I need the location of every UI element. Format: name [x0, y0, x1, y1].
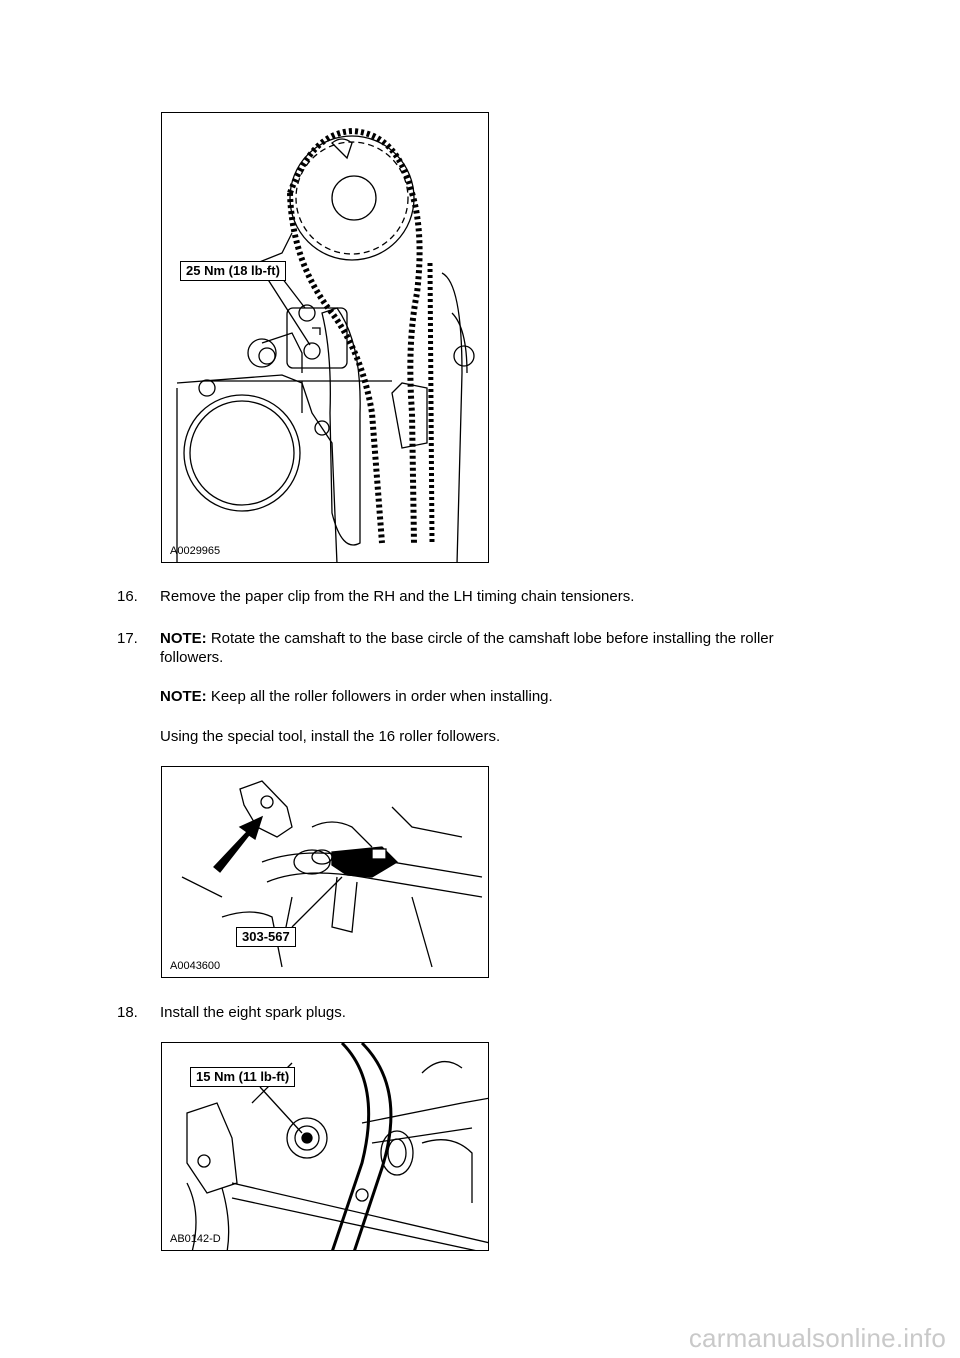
- note-text: Rotate the camshaft to the base circle of the camshaft lobe before installing the roller followers.: [160, 630, 774, 666]
- note-label: NOTE:: [160, 688, 207, 705]
- watermark: carmanualsonline.info: [688, 1323, 946, 1353]
- torque-callout: 25 Nm (18 lb-ft): [180, 261, 286, 281]
- step-17-instruction: Using the special tool, install the 16 roller followers.: [160, 728, 501, 745]
- tool-number-callout: 303-567: [236, 927, 296, 947]
- figure-id: AB0142-D: [170, 1233, 221, 1245]
- step-number: 16.: [117, 588, 138, 605]
- step-number: 18.: [117, 1004, 138, 1021]
- step-text: Remove the paper clip from the RH and the LH timing chain tensioners.: [160, 588, 635, 605]
- roller-follower-illustration: [162, 767, 489, 978]
- figure-roller-follower: [161, 766, 489, 978]
- note-rotate-camshaft: [160, 629, 800, 667]
- note-keep-order: [160, 687, 800, 706]
- note-label: NOTE:: [160, 630, 207, 647]
- step-number: 17.: [117, 630, 138, 647]
- figure-spark-plug: [161, 1042, 489, 1251]
- step-text: Install the eight spark plugs.: [160, 1004, 346, 1021]
- torque-callout: 15 Nm (11 lb-ft): [190, 1067, 295, 1087]
- figure-id: A0029965: [170, 545, 221, 557]
- figure-timing-chain: [161, 112, 489, 563]
- timing-chain-illustration: [162, 113, 489, 563]
- note-text: Keep all the roller followers in order when installing.: [206, 688, 553, 705]
- figure-id: A0043600: [170, 960, 221, 972]
